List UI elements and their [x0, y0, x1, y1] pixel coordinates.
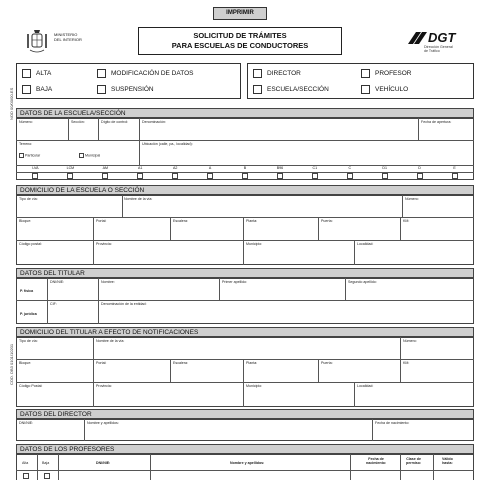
escuela-grid [16, 118, 474, 180]
section-header-director: DATOS DEL DIRECTOR [16, 409, 474, 419]
domicilio-grid [16, 195, 474, 265]
prof-col-fecha: Fecha de nacimiento: [366, 457, 387, 465]
dom-puerta-label: Puerta: [321, 219, 333, 223]
permiso-label: LVA [32, 166, 39, 170]
section-header-domicilio: DOMICILIO DE LA ESCUELA O SECCIÓN [16, 185, 474, 195]
municipal-checkbox[interactable] [79, 153, 84, 158]
notif-portal-label: Portal: [96, 361, 107, 365]
option-suspension[interactable]: SUSPENSIÓN [97, 85, 154, 94]
titular-ape2-label: Segundo apellido: [348, 280, 377, 284]
dom-numero-label: Número: [405, 197, 419, 201]
profesor-checkbox[interactable] [361, 69, 370, 78]
permiso-checkbox[interactable] [347, 173, 353, 179]
permiso-checkbox[interactable] [207, 173, 213, 179]
operation-options [16, 63, 241, 99]
notif-puerta-label: Puerta: [321, 361, 333, 365]
permiso-checkbox[interactable] [382, 173, 388, 179]
print-button[interactable]: IMPRIMIR [213, 7, 267, 20]
permiso-label: AM [102, 166, 108, 170]
permiso-checkbox[interactable] [137, 173, 143, 179]
dom-bloque-label: Bloque: [19, 219, 32, 223]
dom-localidad-label: Localidad: [357, 242, 374, 246]
prof-alta-checkbox[interactable] [23, 473, 29, 479]
escuela-denominacion-label: Denominación: [142, 120, 166, 124]
form-title: SOLICITUD DE TRÁMITES PARA ESCUELAS DE CONDUCTORES [138, 27, 342, 55]
notif-numero-label: Número: [403, 339, 417, 343]
escuela-digito-label: Dígito de control: [101, 120, 129, 124]
terreno-municipal[interactable]: Municipal [79, 153, 100, 158]
dom-km-label: KM: [403, 219, 410, 223]
permiso-checkbox[interactable] [417, 173, 423, 179]
dom-escalera-label: Escalera: [173, 219, 188, 223]
director-fecha-label: Fecha de nacimiento: [375, 421, 410, 425]
section-header-escuela: DATOS DE LA ESCUELA/SECCIÓN [16, 108, 474, 118]
side-code-bottom: COD. DB3 0101/10201 [9, 343, 14, 385]
escuela-checkbox[interactable] [253, 85, 262, 94]
permiso-checkbox[interactable] [452, 173, 458, 179]
suspension-checkbox[interactable] [97, 85, 106, 94]
permiso-checkbox[interactable] [172, 173, 178, 179]
permiso-label: A1 [138, 166, 143, 170]
svg-text:DGT: DGT [428, 30, 456, 45]
director-dni-label: DNI/NIE: [19, 421, 34, 425]
notif-planta-label: Planta: [246, 361, 258, 365]
titular-ape1-label: Primer apellido: [222, 280, 247, 284]
permiso-label: A2 [172, 166, 178, 170]
ministry-label: MINISTERIO DEL INTERIOR [54, 32, 82, 42]
titular-cif-label: CIF: [50, 302, 57, 306]
permiso-checkbox[interactable] [277, 173, 283, 179]
permiso-label: E [453, 166, 456, 170]
escuela-fecha-apertura-label: Fecha de apertura: [421, 120, 452, 124]
permiso-checkbox[interactable] [67, 173, 73, 179]
permiso-checkbox[interactable] [32, 173, 38, 179]
notif-bloque-label: Bloque: [19, 361, 32, 365]
dom-cp-label: Código postal: [19, 242, 42, 246]
notif-municipio-label: Municipio: [246, 384, 263, 388]
option-escuela[interactable]: ESCUELA/SECCIÓN [253, 85, 329, 94]
notif-localidad-label: Localidad: [357, 384, 374, 388]
modificacion-checkbox[interactable] [97, 69, 106, 78]
dom-tipo-via-label: Tipo de vía: [19, 197, 38, 201]
titular-pfisica-label: P. física [20, 289, 34, 293]
coat-of-arms-icon [22, 28, 52, 54]
prof-col-baja: Baja [42, 461, 50, 465]
terreno-particular[interactable]: Particular [19, 153, 40, 158]
dom-planta-label: Planta: [246, 219, 258, 223]
dom-municipio-label: Municipio: [246, 242, 263, 246]
dgt-subtitle: Dirección General de Tráfico [424, 45, 453, 53]
option-director[interactable]: DIRECTOR [253, 69, 301, 78]
permiso-label: LCM [66, 166, 75, 170]
titular-pjuridica-label: P. jurídica [20, 312, 37, 316]
option-alta[interactable]: ALTA [22, 69, 51, 78]
prof-col-alta: Alta [22, 461, 29, 465]
notif-km-label: KM: [403, 361, 410, 365]
section-header-notificaciones: DOMICILIO DEL TITULAR A EFECTO DE NOTIFICACIONES [16, 327, 474, 337]
escuela-terreno-label: Terreno: [19, 142, 33, 146]
dom-nombre-via-label: Nombre de la vía: [124, 197, 153, 201]
notif-cp-label: Código Postal: [19, 384, 43, 388]
option-baja[interactable]: BAJA [22, 85, 52, 94]
prof-col-clase: Clase de permiso: [406, 457, 422, 465]
titular-dni-label: DNI/NIE: [50, 280, 65, 284]
notif-nombre-via-label: Nombre de la vía: [96, 339, 125, 343]
director-checkbox[interactable] [253, 69, 262, 78]
titular-nombre-label: Nombre: [101, 280, 115, 284]
option-modificacion[interactable]: MODIFICACIÓN DE DATOS [97, 69, 193, 78]
escuela-numero-label: Número: [19, 120, 33, 124]
notif-provincia-label: Provincia: [96, 384, 112, 388]
titular-grid [16, 278, 474, 324]
permiso-checkbox[interactable] [102, 173, 108, 179]
baja-checkbox[interactable] [22, 85, 31, 94]
subject-options [247, 63, 474, 99]
permiso-label: B96 [276, 166, 284, 170]
prof-baja-checkbox[interactable] [44, 473, 50, 479]
prof-col-dni: DNI/NIE: [96, 461, 111, 465]
particular-checkbox[interactable] [19, 153, 24, 158]
alta-checkbox[interactable] [22, 69, 31, 78]
escuela-ubicacion-label: Ubicación (calle, pa., localidad): [142, 142, 193, 146]
permiso-checkbox[interactable] [242, 173, 248, 179]
titular-denom-label: Denominación de la entidad: [101, 302, 147, 306]
permiso-label: A [208, 166, 212, 170]
vehiculo-checkbox[interactable] [361, 85, 370, 94]
option-vehiculo[interactable]: VEHÍCULO [361, 85, 408, 94]
director-nombre-label: Nombre y apellidos: [87, 421, 119, 425]
permiso-label: D1 [382, 166, 387, 170]
section-header-profesores: DATOS DE LOS PROFESORES [16, 444, 474, 454]
permiso-label: B [243, 166, 247, 170]
side-code-top: NOD 00/00/00-ES [9, 87, 14, 120]
notif-tipo-via-label: Tipo de vía: [19, 339, 38, 343]
prof-col-nombre: Nombre y apellidos: [230, 461, 265, 465]
permiso-label: C1 [312, 166, 318, 170]
dom-provincia-label: Provincia: [96, 242, 112, 246]
option-profesor[interactable]: PROFESOR [361, 69, 411, 78]
notif-grid [16, 337, 474, 407]
notif-escalera-label: Escalera: [173, 361, 188, 365]
section-header-titular: DATOS DEL TITULAR [16, 268, 474, 278]
dom-portal-label: Portal: [96, 219, 107, 223]
escuela-seccion-label: Sección: [71, 120, 85, 124]
permiso-label: C [348, 166, 352, 170]
prof-col-valido: Válido hasta: [442, 457, 453, 465]
permiso-checkbox[interactable] [312, 173, 318, 179]
permiso-label: D [418, 166, 421, 170]
